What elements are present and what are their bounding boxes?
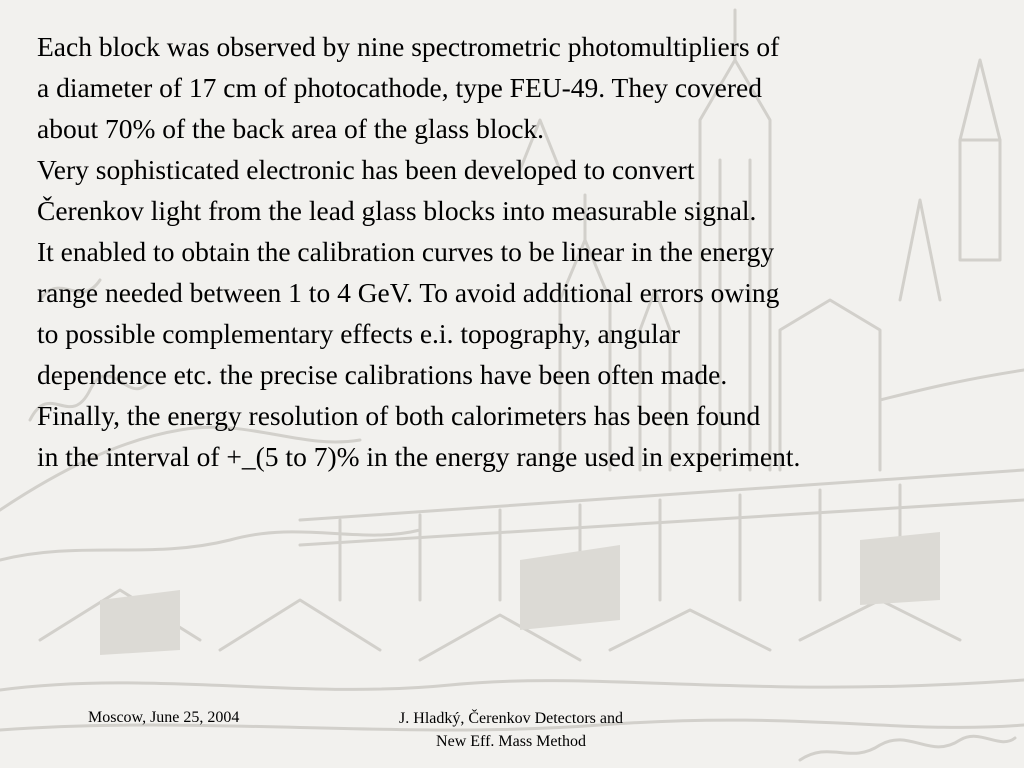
body-line: dependence etc. the precise calibrations have been often made.	[37, 359, 728, 390]
footer-date: Moscow, June 25, 2004	[88, 709, 240, 726]
body-line: It enabled to obtain the calibration curves to be linear in the energy	[37, 236, 775, 267]
body-line: a diameter of 17 cm of photocathode, type FEU-49. They covered	[37, 72, 762, 103]
body-line: to possible complementary effects e.i. topography, angular	[37, 318, 681, 349]
body-line: in the interval of +_(5 to 7)% in the energy range used in experiment.	[37, 441, 801, 472]
body-line: Very sophisticated electronic has been developed to convert	[37, 154, 695, 185]
body-line: about 70% of the back area of the glass block.	[37, 113, 545, 144]
footer-title	[330, 707, 692, 753]
slide-body-text	[37, 26, 1007, 477]
footer-title-line: J. Hladký, Čerenkov Detectors and	[399, 710, 623, 727]
body-line: Čerenkov light from the lead glass blocks into measurable signal.	[37, 195, 757, 226]
body-line: Each block was observed by nine spectrometric photomultipliers of	[37, 31, 780, 62]
body-line: range needed between 1 to 4 GeV. To avoid additional errors owing	[37, 277, 780, 308]
footer-title-line: New Eff. Mass Method	[436, 733, 586, 750]
body-line: Finally, the energy resolution of both calorimeters has been found	[37, 400, 761, 431]
